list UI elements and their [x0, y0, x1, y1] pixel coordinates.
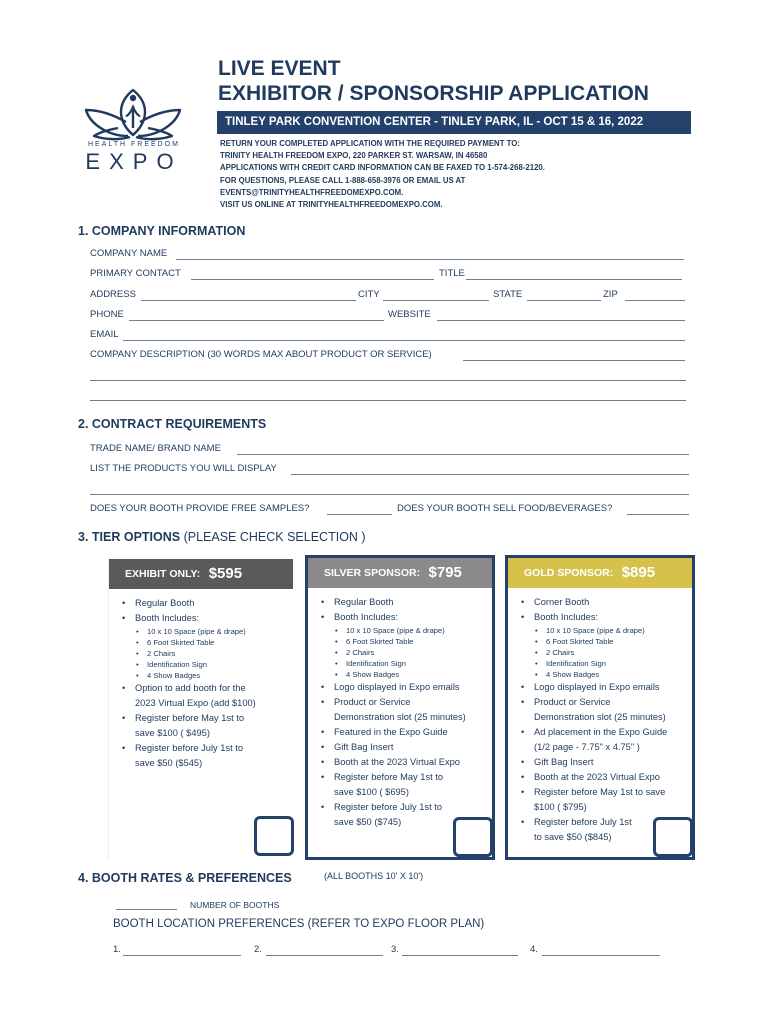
- preference-1-field[interactable]: [123, 955, 241, 956]
- tier-feature-item: • Identification Sign: [318, 658, 466, 669]
- tier-feature-item: • Logo displayed in Expo emails: [318, 680, 466, 695]
- booth-location-label: BOOTH LOCATION PREFERENCES (REFER TO EXPO FLOOR PLAN): [113, 918, 485, 930]
- company-description-field[interactable]: [463, 360, 685, 361]
- tier-feature-item: • Register before May 1st to: [119, 711, 256, 726]
- tier-feature-item: • Featured in the Expo Guide: [318, 725, 466, 740]
- primary-contact-label: PRIMARY CONTACT: [90, 268, 181, 279]
- instruction-line: TRINITY HEALTH FREEDOM EXPO, 220 PARKER ST. WARSAW, IN 46580: [220, 151, 488, 161]
- tier-price: $795: [428, 564, 462, 582]
- company-description-label: COMPANY DESCRIPTION (30 WORDS MAX ABOUT PRODUCT OR SERVICE): [90, 349, 432, 360]
- tier-feature-item: • Product or Service: [318, 695, 466, 710]
- tier-header: [109, 559, 293, 589]
- products-label: LIST THE PRODUCTS YOU WILL DISPLAY: [90, 463, 277, 474]
- instruction-line: RETURN YOUR COMPLETED APPLICATION WITH THE REQUIRED PAYMENT TO:: [220, 139, 520, 148]
- zip-field[interactable]: [625, 300, 685, 301]
- preference-2-label: 2.: [254, 944, 262, 955]
- instruction-line: EVENTS@TRINITYHEALTHFREEDOMEXPO.COM.: [220, 187, 404, 197]
- tier-feature-item: • 2 Chairs: [518, 647, 667, 658]
- booth-size-note: (ALL BOOTHS 10' X 10'): [324, 871, 424, 881]
- sell-food-label: DOES YOUR BOOTH SELL FOOD/BEVERAGES?: [397, 503, 613, 514]
- tier-features: [318, 595, 466, 830]
- title-field[interactable]: [466, 279, 682, 280]
- section-company-information-heading: 1. COMPANY INFORMATION: [78, 224, 246, 238]
- title-application: EXHIBITOR / SPONSORSHIP APPLICATION: [218, 82, 649, 105]
- return-instructions: [220, 138, 545, 211]
- tier-feature-item: • Booth Includes:: [518, 610, 667, 625]
- tier-feature-item: • 6 Foot Skirted Table: [119, 637, 256, 648]
- tier-feature-item: • Identification Sign: [119, 659, 256, 670]
- tier-feature-item: $100 ( $795): [534, 802, 587, 812]
- tier-feature-item: • Booth at the 2023 Virtual Expo: [518, 770, 667, 785]
- email-label: EMAIL: [90, 329, 119, 340]
- tier-feature-item: • Regular Booth: [119, 596, 256, 611]
- tier-feature-item: save $100 ( $695): [334, 787, 409, 797]
- trade-name-field[interactable]: [237, 454, 689, 455]
- tier-feature-item: • Booth Includes:: [119, 611, 256, 626]
- tier-price: $595: [208, 565, 243, 583]
- tier-feature-item: • 10 x 10 Space (pipe & drape): [318, 625, 466, 636]
- instruction-line: APPLICATIONS WITH CREDIT CARD INFORMATION CAN BE FAXED TO 1-574-268-2120.: [220, 163, 545, 173]
- sell-food-field[interactable]: [627, 514, 689, 515]
- phone-label: PHONE: [90, 309, 124, 320]
- exhibit-checkbox[interactable]: [254, 816, 294, 856]
- tier-header: [308, 558, 492, 588]
- tier-options-title: 3. TIER OPTIONS: [78, 530, 181, 544]
- tier-feature-item: (1/2 page - 7.75" x 4.75" ): [534, 742, 640, 752]
- tier-feature-item: save $50 ($545): [135, 758, 203, 768]
- tier-feature-item: save $100 ( $495): [135, 728, 210, 738]
- city-label: CITY: [358, 289, 380, 300]
- tier-feature-item: • Ad placement in the Expo Guide: [518, 725, 667, 740]
- company-description-line[interactable]: [90, 380, 686, 381]
- tier-feature-item: • 4 Show Badges: [318, 669, 466, 680]
- instruction-line: FOR QUESTIONS, PLEASE CALL 1-888-658-3976 OR EMAIL US AT: [220, 175, 466, 185]
- company-name-label: COMPANY NAME: [90, 248, 168, 259]
- address-label: ADDRESS: [90, 289, 136, 300]
- tier-feature-item: • Product or Service: [518, 695, 667, 710]
- tier-feature-item: • Gift Bag Insert: [518, 755, 667, 770]
- section-booth-rates-heading: 4. BOOTH RATES & PREFERENCES: [78, 871, 292, 885]
- zip-label: ZIP: [603, 289, 618, 300]
- tier-feature-item: • Logo displayed in Expo emails: [518, 680, 667, 695]
- tier-label: EXHIBIT ONLY:: [125, 567, 201, 580]
- logo-text-expo: EXPO: [85, 149, 183, 174]
- number-of-booths-field[interactable]: [116, 909, 177, 910]
- tier-feature-item: • Register before July 1st to: [119, 741, 256, 756]
- tier-feature-item: • Option to add booth for the: [119, 681, 256, 696]
- tier-feature-item: • Register before May 1st to: [318, 770, 466, 785]
- free-samples-label: DOES YOUR BOOTH PROVIDE FREE SAMPLES?: [90, 503, 310, 514]
- tier-feature-item: Demonstration slot (25 minutes): [334, 712, 466, 722]
- trade-name-label: TRADE NAME/ BRAND NAME: [90, 443, 221, 454]
- preference-2-field[interactable]: [266, 955, 383, 956]
- tier-feature-item: • 6 Foot Skirted Table: [318, 636, 466, 647]
- section-contract-requirements-heading: 2. CONTRACT REQUIREMENTS: [78, 417, 267, 431]
- primary-contact-field[interactable]: [191, 279, 434, 280]
- preference-3-label: 3.: [391, 944, 399, 955]
- tier-feature-item: 2023 Virtual Expo (add $100): [135, 698, 256, 708]
- event-banner: TINLEY PARK CONVENTION CENTER - TINLEY PARK, IL - OCT 15 & 16, 2022: [217, 111, 691, 134]
- tier-feature-item: • Register before July 1st: [518, 815, 667, 830]
- tier-label: SILVER SPONSOR:: [324, 566, 421, 579]
- products-field[interactable]: [291, 474, 689, 475]
- tier-feature-item: Demonstration slot (25 minutes): [534, 712, 666, 722]
- tier-header: [508, 558, 692, 588]
- website-label: WEBSITE: [388, 309, 431, 320]
- logo-text-health-freedom: HEALTH FREEDOM: [87, 141, 181, 148]
- title-label: TITLE: [439, 268, 465, 279]
- title-live-event: LIVE EVENT: [218, 57, 341, 80]
- instruction-line: VISIT US ONLINE AT TRINITYHEALTHFREEDOMEXPO.COM.: [220, 200, 443, 210]
- tier-feature-item: • Identification Sign: [518, 658, 667, 669]
- free-samples-field[interactable]: [327, 514, 392, 515]
- tier-feature-item: • 10 x 10 Space (pipe & drape): [518, 625, 667, 636]
- tier-features: [119, 596, 256, 771]
- tier-feature-item: • 2 Chairs: [318, 647, 466, 658]
- silver-checkbox[interactable]: [453, 817, 493, 857]
- section-tier-options-heading: [78, 530, 366, 544]
- tier-feature-item: • Register before July 1st to: [318, 800, 466, 815]
- email-field[interactable]: [123, 340, 685, 341]
- tier-feature-item: • Regular Booth: [318, 595, 466, 610]
- tier-feature-item: • 2 Chairs: [119, 648, 256, 659]
- website-field[interactable]: [437, 320, 685, 321]
- tier-card-silver: [305, 555, 495, 860]
- company-description-line[interactable]: [90, 400, 686, 401]
- tier-feature-item: • 6 Foot Skirted Table: [518, 636, 667, 647]
- tier-options-note: (PLEASE CHECK SELECTION ): [183, 530, 366, 544]
- tier-feature-item: to save $50 ($845): [534, 832, 612, 842]
- tier-feature-item: • 4 Show Badges: [119, 670, 256, 681]
- tier-feature-item: • 4 Show Badges: [518, 669, 667, 680]
- preference-3-field[interactable]: [402, 955, 518, 956]
- tier-feature-item: save $50 ($745): [334, 817, 402, 827]
- tier-feature-item: • Corner Booth: [518, 595, 667, 610]
- tier-price: $895: [621, 564, 656, 582]
- company-name-field[interactable]: [176, 259, 684, 260]
- preference-4-label: 4.: [530, 944, 538, 955]
- products-line[interactable]: [90, 494, 689, 495]
- tier-card-gold: [505, 555, 695, 860]
- tier-label: GOLD SPONSOR:: [524, 566, 614, 579]
- tier-feature-item: • 10 x 10 Space (pipe & drape): [119, 626, 256, 637]
- tier-features: [518, 595, 667, 845]
- tier-feature-item: • Booth Includes:: [318, 610, 466, 625]
- phone-field[interactable]: [129, 320, 384, 321]
- state-label: STATE: [493, 289, 523, 300]
- state-field[interactable]: [527, 300, 601, 301]
- number-of-booths-label: NUMBER OF BOOTHS: [190, 900, 280, 910]
- tier-feature-item: • Booth at the 2023 Virtual Expo: [318, 755, 466, 770]
- preference-4-field[interactable]: [542, 955, 660, 956]
- tier-feature-item: • Gift Bag Insert: [318, 740, 466, 755]
- address-field[interactable]: [141, 300, 356, 301]
- gold-checkbox[interactable]: [653, 817, 693, 857]
- tier-feature-item: • Register before May 1st to save: [518, 785, 667, 800]
- preference-1-label: 1.: [113, 944, 121, 955]
- city-field[interactable]: [383, 300, 489, 301]
